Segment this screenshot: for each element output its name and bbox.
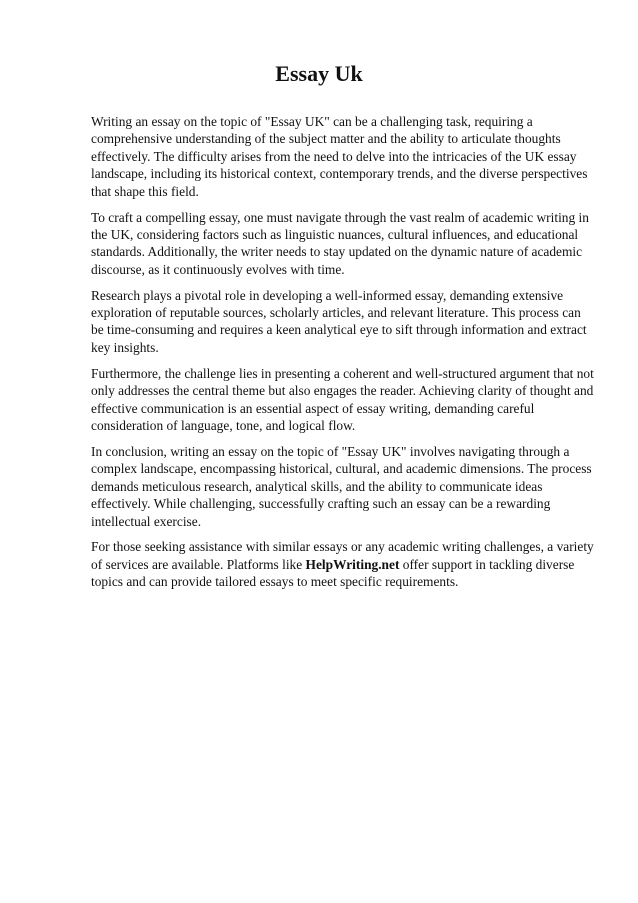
paragraph-6-text-after: offer support in tackling diverse topics and can provide tailored essays to meet specific requirements. [91,556,575,590]
paragraph-1: Writing an essay on the topic of "Essay UK" can be a challenging task, requiring a comprehensive understanding of the subject matter and the ability to articulate thoughts effectively. The difficulty arises from the need to delve into the intricacies of the UK essay landscape, including its historical context, contemporary trends, and the diverse perspectives that shape this field. [91,114,588,199]
paragraph-6-text-before: For those seeking assistance with similar essays or any academic writing challenges, a variety of services are available. Platforms like [91,539,594,572]
paragraph-4: Furthermore, the challenge lies in presenting a coherent and well-structured argument that not only addresses the central theme but also engages the reader. Achieving clarity of thought and effective communication is an essential aspect of essay writing, demanding careful consideration of language, tone, and logical flow. [91,365,594,433]
paragraph-2: To craft a compelling essay, one must navigate through the vast realm of academic writing in the UK, considering factors such as linguistic nuances, cultural influences, and educational standards. Additionally, the writer needs to stay updated on the dynamic nature of academic discourse, as it continuously evolves with time. [91,209,589,277]
paragraph-3: Research plays a pivotal role in developing a well-informed essay, demanding extensive exploration of reputable sources, scholarly articles, and relevant literature. This process can be time-consuming and requires a keen analytical eye to sift through information and extract key insights. [91,287,587,355]
document-title: Essay Uk [275,61,363,86]
helpwriting-link[interactable]: HelpWriting.net [305,556,400,572]
paragraph-5: In conclusion, writing an essay on the topic of "Essay UK" involves navigating through a complex landscape, encompassing historical, cultural, and academic dimensions. The process demands meticulous research, analytical skills, and the ability to communicate ideas effectively. While challenging, successfully crafting such an essay can be a rewarding intellectual exercise. [91,443,592,529]
paragraph-6 [91,538,594,590]
